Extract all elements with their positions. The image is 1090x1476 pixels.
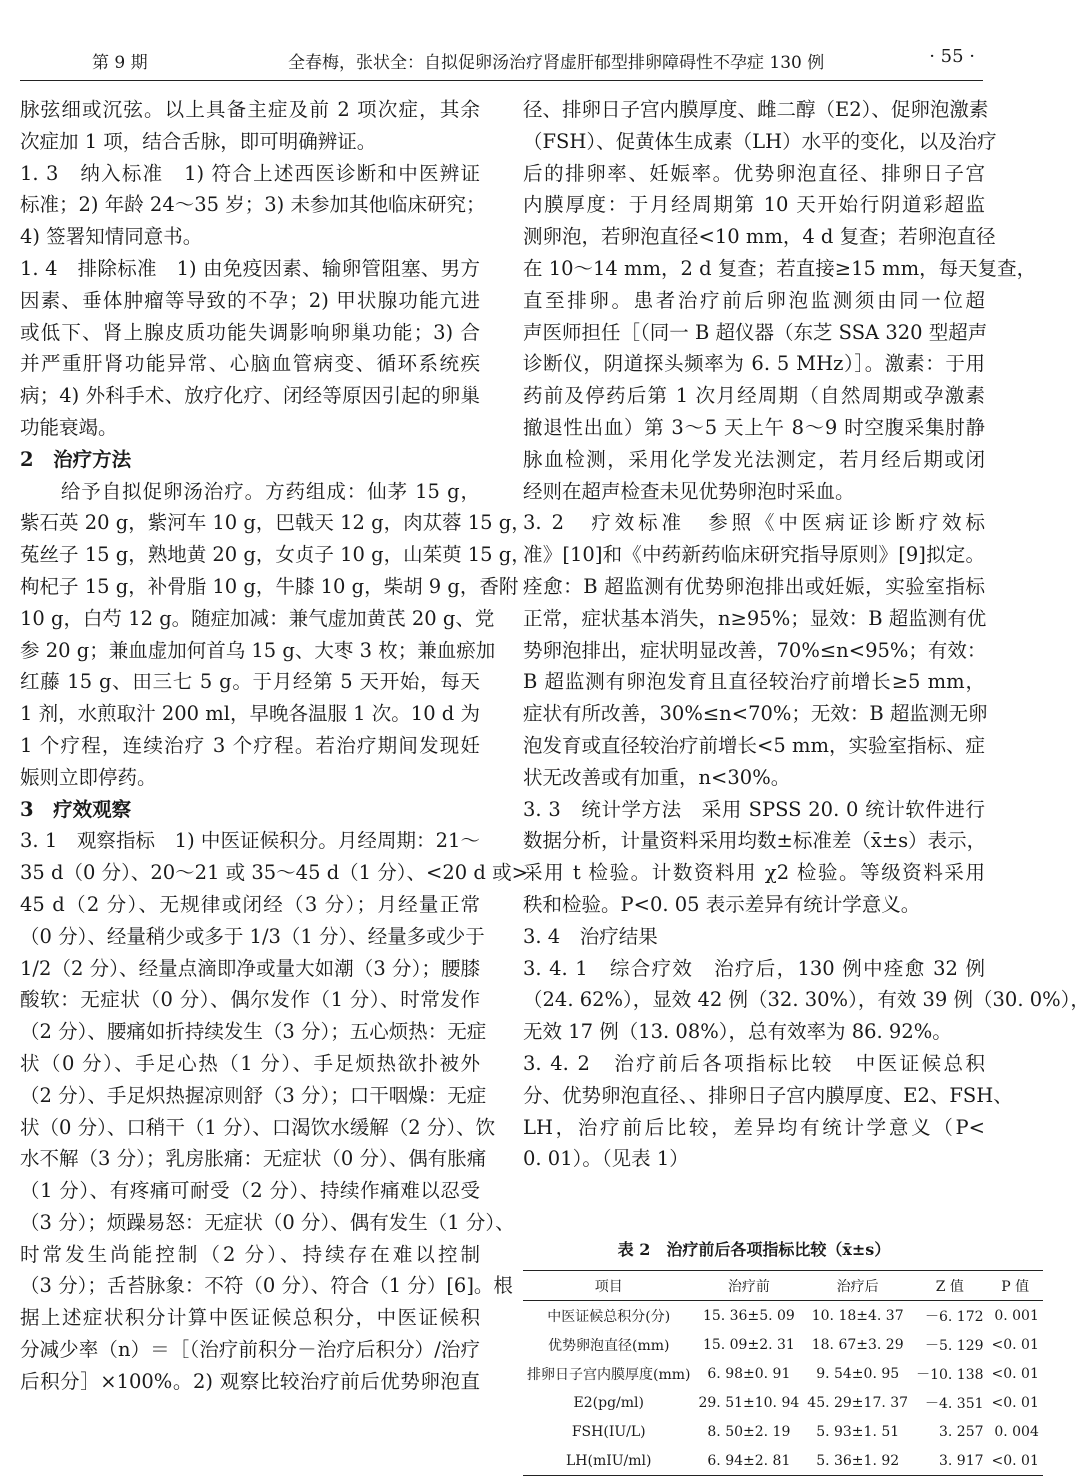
table-cell: 15. 36±5. 09: [702, 1307, 795, 1324]
table-row: [523, 1359, 1043, 1388]
text-line: 娠则立即停药。: [20, 765, 157, 789]
text-line: 药前及停药后第 1 次月经周期（自然周期或孕激素: [523, 384, 985, 408]
text-line: 红藤 15 g、田三七 5 g。于月经第 5 天开始，每天: [20, 670, 480, 694]
text-line: 症状有所改善，30%≤n<70%；无效：B 超监测无卵: [523, 702, 988, 726]
issue-number: 第 9 期: [92, 53, 148, 73]
text-line: 脉血检测，采用化学发光法测定，若月经后期或闭: [523, 447, 985, 471]
running-title: 全春梅，张状全：自拟促卵汤治疗肾虚肝郁型排卵障碍性不孕症 130 例: [288, 53, 825, 73]
text-line: 分、优势卵泡直径、、排卵日子宫内膜厚度、E2、FSH、: [523, 1083, 1013, 1107]
text-line: 功能衰竭。: [20, 415, 118, 439]
text-line: B 超监测有卵泡发育且直径较治疗前增长≥5 mm，: [523, 670, 985, 694]
table-cell: E2(pg/ml): [573, 1394, 644, 1411]
text-line: LH，治疗前后比较，差异均有统计学意义（P<: [523, 1115, 985, 1139]
text-line: 3. 3 统计学方法 采用 SPSS 20. 0 统计软件进行: [523, 797, 985, 821]
page-number: · 55 ·: [929, 46, 975, 67]
text-line: 1/2（2 分）、经量点滴即净或量大如潮（3 分）；腰膝: [20, 956, 480, 980]
text-line: 泡发育或直径较治疗前增长<5 mm，实验室指标、症: [523, 733, 985, 757]
table-cell: 8. 50±2. 19: [707, 1423, 791, 1440]
text-line: （2 分）、腰痛如折持续发生（3 分）；五心烦热：无症: [20, 1020, 487, 1044]
table-cell: 15. 09±2. 31: [702, 1336, 795, 1353]
table-cell: 5. 36±1. 92: [816, 1452, 900, 1469]
text-line: 或低下、肾上腺皮质功能失调影响卵巢功能；3) 合: [20, 320, 480, 344]
text-line: 给予自拟促卵汤治疗。方药组成：仙茅 15 g，: [20, 479, 480, 503]
text-line: （2 分）、手足炽热握凉则舒（3 分）；口干咽燥：无症: [20, 1083, 487, 1107]
text-line: 时常发生尚能控制（2 分）、持续存在难以控制: [20, 1242, 480, 1266]
table-row: [523, 1388, 1043, 1417]
table-cell: LH(mIU/ml): [565, 1452, 652, 1469]
text-line: 病；4) 外科手术、放疗化疗、闭经等原因引起的卵巢: [20, 384, 480, 408]
text-line: 声医师担任［（同一 B 超仪器（东芝 SSA 320 型超声: [523, 320, 988, 344]
text-line: 1. 4 排除标准 1) 由免疫因素、输卵管阻塞、男方: [20, 256, 480, 280]
table-row: [523, 1301, 1043, 1331]
text-line: 0. 01）。（见表 1）: [523, 1147, 689, 1171]
text-line: 痊愈：B 超监测有优势卵泡排出或妊娠，实验室指标: [523, 574, 985, 598]
text-line: 无效 17 例（13. 08%），总有效率为 86. 92%。: [523, 1020, 952, 1044]
text-line: 径、排卵日子宫内膜厚度、雌二醇（E2）、促卵泡激素: [523, 98, 989, 121]
text-line: 1 个疗程，连续治疗 3 个疗程。若治疗期间发现妊: [20, 733, 480, 757]
table-caption: 表 2 治疗前后各项指标比较（x̄±s）: [617, 1240, 891, 1259]
text-line: 状（0 分）、手足心热（1 分）、手足烦热欲扑被外: [20, 1051, 480, 1075]
table-cell: <0. 01: [991, 1452, 1039, 1469]
text-line: 直至排卵。患者治疗前后卵泡监测须由同一位超: [523, 288, 985, 312]
text-line: 据上述症状积分计算中医证候总积分，中医证候积: [20, 1306, 480, 1330]
table-cell: －4. 351: [924, 1395, 984, 1412]
text-line: 经则在超声检查未见优势卵泡时采血。: [523, 479, 855, 503]
table-cell: FSH(IU/L): [571, 1423, 646, 1440]
table-cell: 45. 29±17. 37: [807, 1394, 909, 1411]
table-row: [523, 1446, 1043, 1476]
text-line: 后积分］×100%。2) 观察比较治疗前后优势卵泡直: [20, 1369, 480, 1393]
text-line: 标准；2) 年龄 24～35 岁；3) 未参加其他临床研究；: [20, 193, 486, 217]
table-cell: 排卵日子宫内膜厚度(mm): [527, 1366, 691, 1383]
text-line: 状（0 分）、口稍干（1 分）、口渴饮水缓解（2 分）、饮: [20, 1115, 496, 1139]
right-text-column: [523, 94, 1090, 1175]
text-line: 势卵泡排出，症状明显改善，70%≤n<95%；有效：: [523, 638, 987, 662]
text-line: 正常，症状基本消失，n≥95%；显效：B 超监测有优: [523, 606, 987, 630]
text-line: 紫石英 20 g，紫河车 10 g，巴戟天 12 g，肉苁蓉 15 g，: [20, 511, 531, 535]
table-cell: 3. 917: [938, 1452, 984, 1469]
table-cell: <0. 01: [991, 1365, 1039, 1382]
running-header: [20, 40, 983, 81]
table-cell: 优势卵泡直径(mm): [548, 1337, 670, 1354]
table-header-cell: 治疗后: [836, 1278, 879, 1295]
text-line: 水不解（3 分）；乳房胀痛：无症状（0 分）、偶有胀痛: [20, 1147, 487, 1171]
text-line: 准》[10]和《中药新药临床研究指导原则》[9]拟定。: [523, 543, 985, 567]
section-heading: 3 疗效观察: [20, 797, 132, 821]
text-line: 酸软：无症状（0 分）、偶尔发作（1 分）、时常发作: [20, 988, 480, 1012]
text-line: 3. 2 疗效标准 参照《中医病证诊断疗效标: [523, 511, 985, 535]
text-line: 采用 t 检验。计数资料用 χ2 检验。等级资料采用: [523, 861, 985, 885]
text-line: 1 剂，水煎取汁 200 ml，早晚各温服 1 次。10 d 为: [20, 702, 480, 726]
table-cell: <0. 01: [991, 1394, 1039, 1411]
text-line: （FSH）、促黄体生成素（LH）水平的变化，以及治疗: [523, 129, 997, 153]
text-line: 在 10～14 mm，2 d 复查；若直接≥15 mm，每天复查，: [523, 256, 1037, 280]
table-header-cell: P 值: [1001, 1278, 1030, 1295]
text-line: 因素、垂体肿瘤等导致的不孕；2) 甲状腺功能亢进: [20, 288, 480, 312]
table-cell: 中医证候总积分(分): [547, 1308, 671, 1325]
table-row: [523, 1330, 1043, 1359]
comparison-table: [523, 1270, 1043, 1476]
text-line: （3 分）；舌苔脉象：不符（0 分）、符合（1 分）[6]。根: [20, 1274, 513, 1298]
table-cell: 6. 98±0. 91: [707, 1365, 791, 1382]
table-header-row: [523, 1271, 1043, 1301]
text-line: 并严重肝肾功能异常、心脑血管病变、循环系统疾: [20, 352, 480, 376]
text-line: 数据分析，计量资料采用均数±标准差（x̄±s）表示，: [523, 829, 987, 853]
text-line: 10 g，白芍 12 g。随症加减：兼气虚加黄芪 20 g、党: [20, 606, 495, 630]
text-line: 菟丝子 15 g，熟地黄 20 g，女贞子 10 g，山茱萸 15 g，: [20, 543, 531, 567]
table-header-cell: 项目: [594, 1278, 623, 1295]
text-line: （0 分）、经量稍少或多于 1/3（1 分）、经量多或少于: [20, 924, 485, 948]
table-cell: <0. 01: [991, 1336, 1039, 1353]
text-line: 35 d（0 分）、20～21 或 35～45 d（1 分）、<20 d 或>: [20, 861, 528, 885]
table-header-cell: Z 值: [935, 1278, 964, 1295]
text-line: 4) 签署知情同意书。: [20, 225, 203, 249]
text-line: 45 d（2 分）、无规律或闭经（3 分）；月经量正常: [20, 892, 480, 916]
table-cell: 3. 257: [938, 1423, 984, 1440]
table-cell: 6. 94±2. 81: [707, 1452, 791, 1469]
text-line: 枸杞子 15 g，补骨脂 10 g，牛膝 10 g，柴胡 9 g，香附: [20, 574, 519, 598]
table-cell: 0. 001: [994, 1307, 1039, 1324]
text-line: 脉弦细或沉弦。以上具备主症及前 2 项次症，其余: [20, 98, 480, 121]
table-cell: －6. 172: [924, 1308, 984, 1325]
table-cell: 0. 004: [994, 1423, 1039, 1440]
text-line: 3. 4. 2 治疗前后各项指标比较 中医证候总积: [523, 1051, 985, 1075]
text-line: 测卵泡，若卵泡直径<10 mm，4 d 复查；若卵泡直径: [523, 225, 996, 249]
table-cell: －10. 138: [916, 1366, 984, 1383]
table-cell: 10. 18±4. 37: [811, 1307, 904, 1324]
text-line: 状无改善或有加重，n<30%。: [523, 765, 791, 789]
text-line: 分减少率（n）＝［（治疗前积分－治疗后积分）/治疗: [20, 1338, 480, 1362]
text-line: 3. 1 观察指标 1) 中医证候积分。月经周期：21～: [20, 829, 480, 853]
text-line: 内膜厚度：于月经周期第 10 天开始行阴道彩超监: [523, 193, 985, 217]
text-line: 3. 4 治疗结果: [523, 924, 658, 948]
text-line: 诊断仪，阴道探头频率为 6. 5 MHz）］。激素：于用: [523, 352, 985, 376]
table-row: [523, 1417, 1043, 1446]
text-line: 秩和检验。P<0. 05 表示差异有统计学意义。: [523, 892, 921, 916]
table-cell: 5. 93±1. 51: [816, 1423, 900, 1440]
section-heading: 2 治疗方法: [20, 447, 132, 471]
text-line: 后的排卵率、妊娠率。优势卵泡直径、排卵日子宫: [523, 161, 985, 185]
table-cell: －5. 129: [924, 1337, 984, 1354]
text-line: 撤退性出血）第 3～5 天上午 8～9 时空腹采集肘静: [523, 415, 985, 439]
text-line: （1 分）、有疼痛可耐受（2 分）、持续作痛难以忍受: [20, 1179, 480, 1203]
text-line: （24. 62%），显效 42 例（32. 30%），有效 39 例（30. 0%），: [523, 988, 1090, 1012]
text-line: 1. 3 纳入标准 1) 符合上述西医诊断和中医辨证: [20, 161, 480, 185]
text-line: 参 20 g；兼血虚加何首乌 15 g、大枣 3 枚；兼血瘀加: [20, 638, 496, 662]
table-cell: 9. 54±0. 95: [816, 1365, 900, 1382]
table-header-cell: 治疗前: [727, 1278, 770, 1295]
text-line: 3. 4. 1 综合疗效 治疗后，130 例中痊愈 32 例: [523, 956, 985, 980]
text-line: 次症加 1 项，结合舌脉，即可明确辨证。: [20, 129, 377, 153]
table-cell: 18. 67±3. 29: [811, 1336, 904, 1353]
table-cell: 29. 51±10. 94: [698, 1394, 800, 1411]
left-text-column: [20, 94, 531, 1398]
text-line: （3 分）；烦躁易怒：无症状（0 分）、偶有发生（1 分）、: [20, 1210, 515, 1234]
